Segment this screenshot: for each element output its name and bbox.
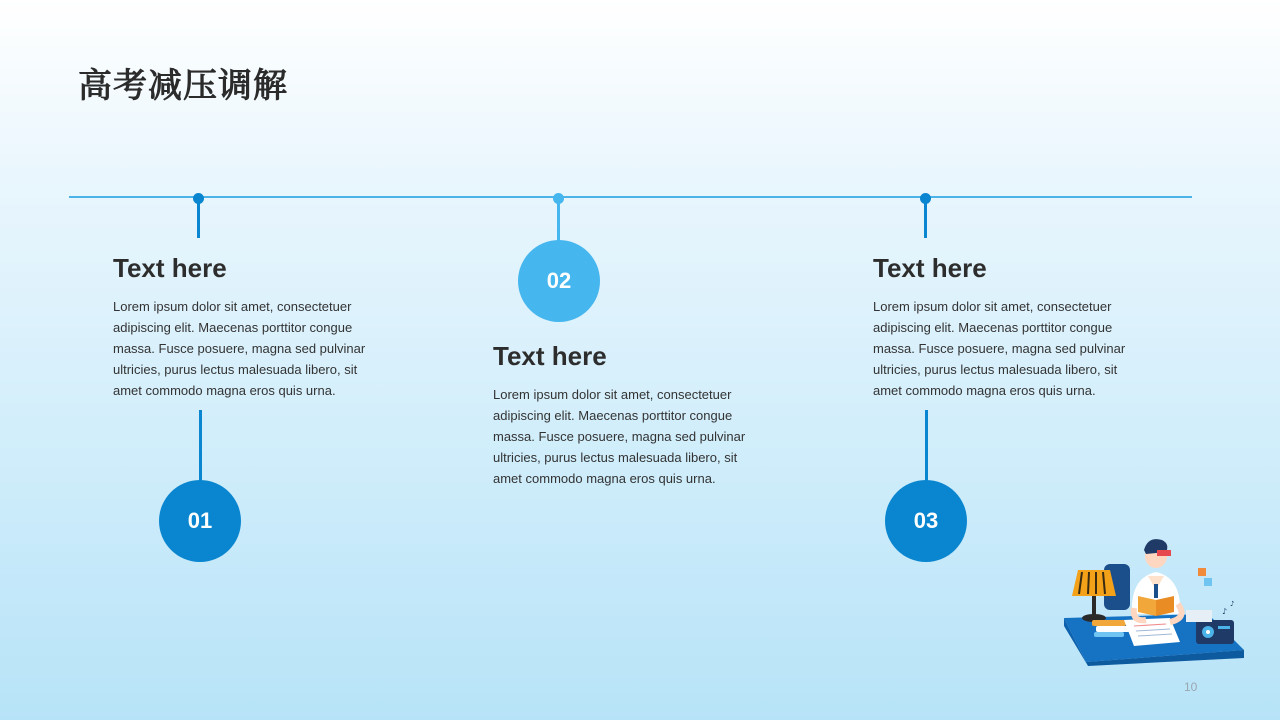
timeline-stem-1-top <box>197 198 200 238</box>
timeline-stem-3-top <box>924 198 927 238</box>
svg-text:♪: ♪ <box>1230 600 1235 608</box>
item-3-body: Lorem ipsum dolor sit amet, consectetuer adipiscing elit. Maecenas porttitor congue massa. Fusce posuere, magna sed pulvinar ultricies, purus lectus malesuada libero, sit amet commodo magna eros quis urna. <box>873 299 1126 398</box>
timeline-stem-3-bottom <box>925 410 928 482</box>
item-2-heading: Text here <box>493 341 607 371</box>
timeline-stem-1-bottom <box>199 410 202 482</box>
svg-text:♪: ♪ <box>1222 607 1228 616</box>
page-title: 高考减压调解 <box>78 66 288 106</box>
student-studying-illustration-icon <box>1058 534 1248 666</box>
page-number: 10 <box>1184 680 1198 694</box>
item-1-body: Lorem ipsum dolor sit amet, consectetuer adipiscing elit. Maecenas porttitor congue massa. Fusce posuere, magna sed pulvinar ultricies, purus lectus malesuada libero, sit amet commodo magna eros quis urna. <box>113 299 366 398</box>
item-1-number-circle: 01 <box>159 480 241 562</box>
item-3-heading: Text here <box>873 253 987 283</box>
item-2-number-circle: 02 <box>518 240 600 322</box>
timeline-stem-2 <box>557 198 560 242</box>
timeline-line <box>69 196 1192 198</box>
item-1-heading: Text here <box>113 253 227 283</box>
item-2-body: Lorem ipsum dolor sit amet, consectetuer adipiscing elit. Maecenas porttitor congue massa. Fusce posuere, magna sed pulvinar ultricies, purus lectus malesuada libero, sit amet commodo magna eros quis urna. <box>493 387 746 486</box>
item-3-number-circle: 03 <box>885 480 967 562</box>
